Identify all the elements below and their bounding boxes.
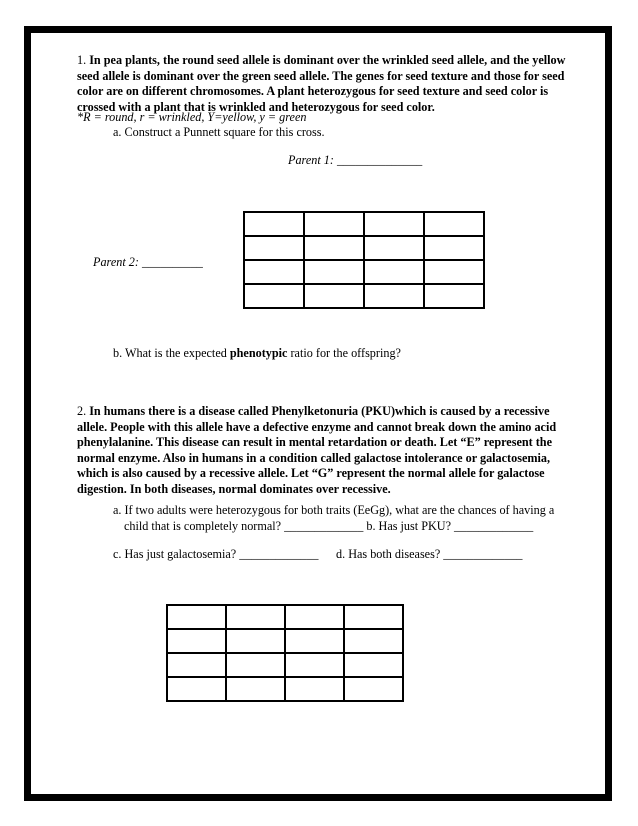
- q2-part-d: d. Has both diseases? _____________: [336, 547, 523, 561]
- punnett-cell[interactable]: [167, 605, 226, 629]
- punnett-row: [167, 653, 403, 677]
- q2-punnett-square: [166, 604, 404, 702]
- punnett-row: [244, 260, 484, 284]
- punnett-cell[interactable]: [167, 677, 226, 701]
- punnett-cell[interactable]: [226, 653, 285, 677]
- punnett-row: [167, 677, 403, 701]
- punnett-cell[interactable]: [285, 629, 344, 653]
- punnett-row: [244, 212, 484, 236]
- q1-punnett-square: [243, 211, 485, 309]
- q2-stem-text: In humans there is a disease called Phenylketonuria (PKU)which is caused by a recessive allele. People with this allele have a defective enzyme and cannot break down the amino acid phenylalanine. This disease can result in mental retardation or death. Let “E” represent the normal enzyme. Also in humans in a condition called galactose intolerance or galactosemia, which is also caused by a recessive allele. Let “G” represent the normal allele for galactose digestion. In both diseases, normal dominates over recessive.: [77, 404, 557, 496]
- q1-allele-key: *R = round, r = wrinkled, Y=yellow, y = green: [77, 110, 307, 124]
- punnett-cell[interactable]: [226, 677, 285, 701]
- punnett-cell[interactable]: [285, 653, 344, 677]
- punnett-cell[interactable]: [244, 284, 304, 308]
- punnett-row: [167, 605, 403, 629]
- punnett-cell[interactable]: [304, 236, 364, 260]
- punnett-cell[interactable]: [244, 236, 304, 260]
- punnett-cell[interactable]: [424, 284, 484, 308]
- punnett-cell[interactable]: [344, 629, 403, 653]
- q1-stem-text: In pea plants, the round seed allele is dominant over the wrinkled seed allele, and the yellow seed allele is dominant over the green seed allele. The genes for seed texture and those for seed color are on different chromosomes. A plant heterozygous for seed texture and seed color is crossed with a plant that is wrinkled and heterozygous for seed color.: [77, 53, 566, 114]
- punnett-cell[interactable]: [364, 284, 424, 308]
- punnett-cell[interactable]: [424, 212, 484, 236]
- punnett-cell[interactable]: [424, 236, 484, 260]
- q2-number: 2.: [77, 404, 87, 418]
- punnett-cell[interactable]: [304, 284, 364, 308]
- punnett-cell[interactable]: [285, 677, 344, 701]
- q1-parent1-label: Parent 1: ______________: [288, 153, 423, 167]
- q2-part-a-line1: a. If two adults were heterozygous for both traits (EeGg), what are the chances of having a: [113, 503, 555, 517]
- q1-part-b: [113, 346, 401, 362]
- q1-number: 1.: [77, 53, 87, 67]
- punnett-cell[interactable]: [424, 260, 484, 284]
- punnett-cell[interactable]: [244, 260, 304, 284]
- q2-part-c: c. Has just galactosemia? _____________: [113, 547, 319, 561]
- punnett-cell[interactable]: [226, 605, 285, 629]
- punnett-cell[interactable]: [226, 629, 285, 653]
- q2-part-a-line2: child that is completely normal? _____________ b. Has just PKU? _____________: [124, 519, 534, 533]
- punnett-cell[interactable]: [344, 653, 403, 677]
- punnett-cell[interactable]: [285, 605, 344, 629]
- punnett-row: [244, 236, 484, 260]
- punnett-cell[interactable]: [364, 260, 424, 284]
- punnett-row: [244, 284, 484, 308]
- punnett-cell[interactable]: [364, 236, 424, 260]
- punnett-cell[interactable]: [304, 212, 364, 236]
- punnett-cell[interactable]: [167, 653, 226, 677]
- punnett-cell[interactable]: [167, 629, 226, 653]
- q1-part-b-bold: phenotypic: [229, 346, 288, 360]
- punnett-cell[interactable]: [344, 605, 403, 629]
- punnett-cell[interactable]: [304, 260, 364, 284]
- q1-part-b-post: ratio for the offspring?: [287, 346, 401, 360]
- q1-part-a: a. Construct a Punnett square for this cross.: [113, 125, 325, 139]
- punnett-cell[interactable]: [364, 212, 424, 236]
- punnett-row: [167, 629, 403, 653]
- punnett-cell[interactable]: [344, 677, 403, 701]
- q1-stem: [77, 53, 582, 115]
- q1-part-b-pre: b. What is the expected: [113, 346, 230, 360]
- punnett-cell[interactable]: [244, 212, 304, 236]
- q2-stem: [77, 404, 582, 498]
- q1-parent2-label: Parent 2: __________: [93, 255, 203, 269]
